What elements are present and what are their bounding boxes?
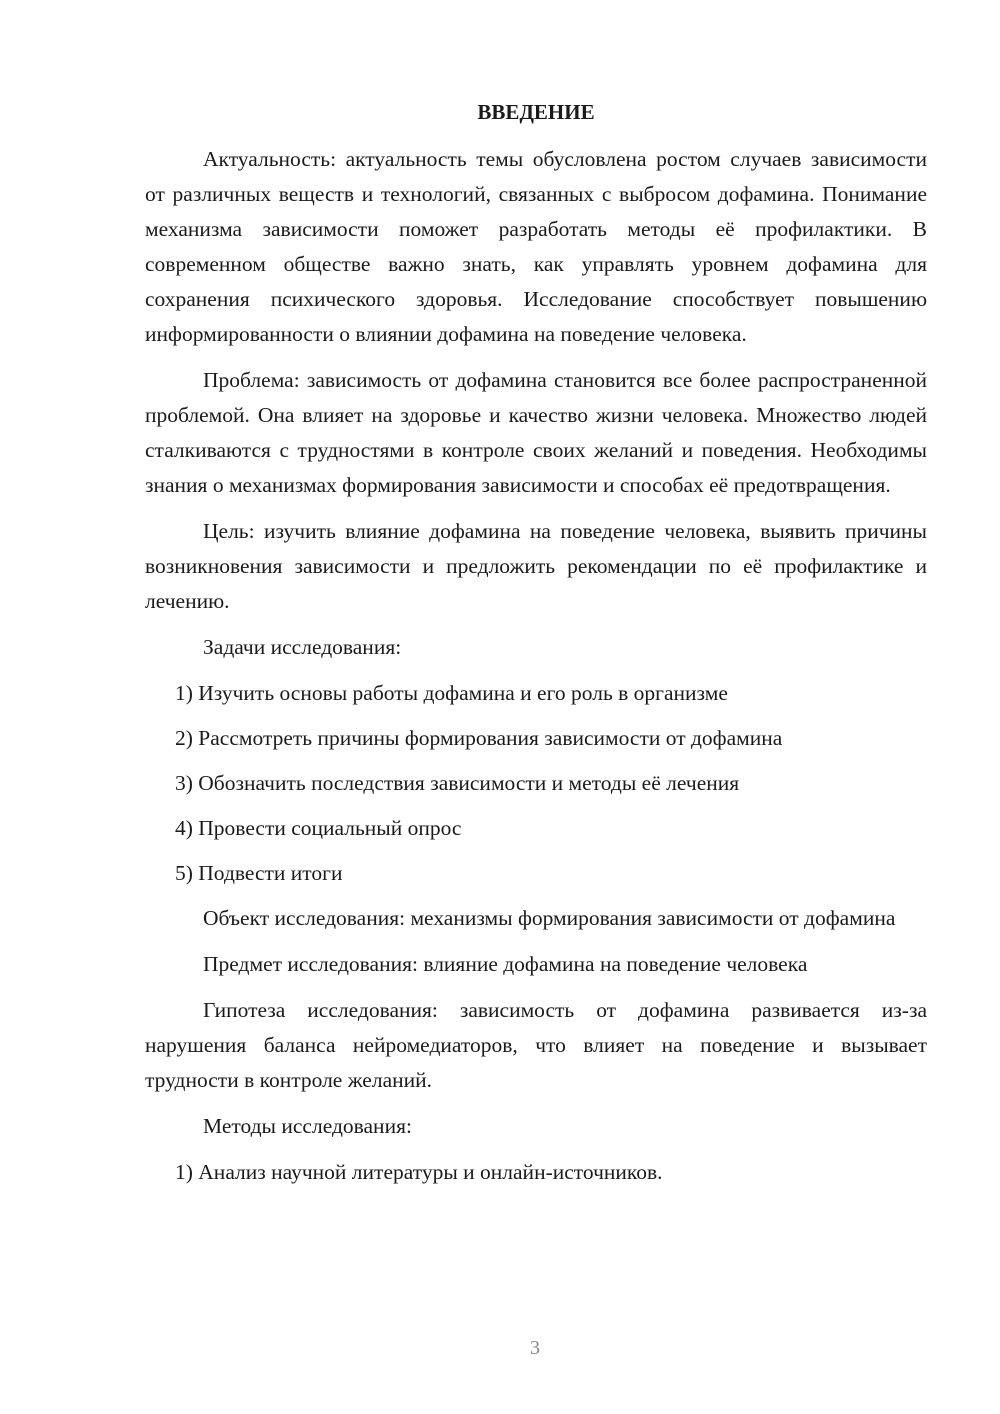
subject-paragraph: Предмет исследования: влияние дофамина на поведение человека — [203, 952, 808, 976]
goal-paragraph: Цель: изучить влияние дофамина на поведение человека, выявить причины возникновения зависимости и предложить рекомендации по её профилактике и лечению. — [145, 519, 927, 613]
tasks-title: Задачи исследования: — [203, 635, 402, 659]
section-heading: ВВЕДЕНИЕ — [477, 100, 595, 124]
problem-paragraph: Проблема: зависимость от дофамина становится все более распространенной проблемой. Она влияет на здоровье и качество жизни человека. Множество людей сталкиваются с трудностями в контроле своих желаний и поведения. Необходимы знания о механизмах формирования зависимости и способах её предотвращения. — [145, 368, 927, 497]
relevance-paragraph: Актуальность: актуальность темы обусловлена ростом случаев зависимости от различных веществ и технологий, связанных с выбросом дофамина. Понимание механизма зависимости поможет разработать методы её профилактики. В современном обществе важно знать, как управлять уровнем дофамина для сохранения психического здоровья. Исследование способствует повышению информированности о влиянии дофамина на поведение человека. — [145, 147, 927, 346]
list-item: 5) Подвести итоги — [175, 861, 343, 885]
body-text — [145, 142, 927, 1200]
list-item: 4) Провести социальный опрос — [175, 816, 462, 840]
hypothesis-paragraph: Гипотеза исследования: зависимость от дофамина развивается из-за нарушения баланса нейромедиаторов, что влияет на поведение и вызывает трудности в контроле желаний. — [145, 998, 927, 1092]
tasks-list — [145, 676, 927, 891]
object-paragraph: Объект исследования: механизмы формирования зависимости от дофамина — [203, 906, 896, 930]
list-item: 1) Анализ научной литературы и онлайн-источников. — [175, 1160, 663, 1184]
page-number: 3 — [530, 1337, 540, 1359]
methods-list — [145, 1155, 927, 1190]
list-item: 2) Рассмотреть причины формирования зависимости от дофамина — [175, 726, 783, 750]
list-item: 1) Изучить основы работы дофамина и его роль в организме — [175, 681, 728, 705]
list-item: 3) Обозначить последствия зависимости и методы её лечения — [175, 771, 740, 795]
methods-title: Методы исследования: — [203, 1114, 412, 1138]
